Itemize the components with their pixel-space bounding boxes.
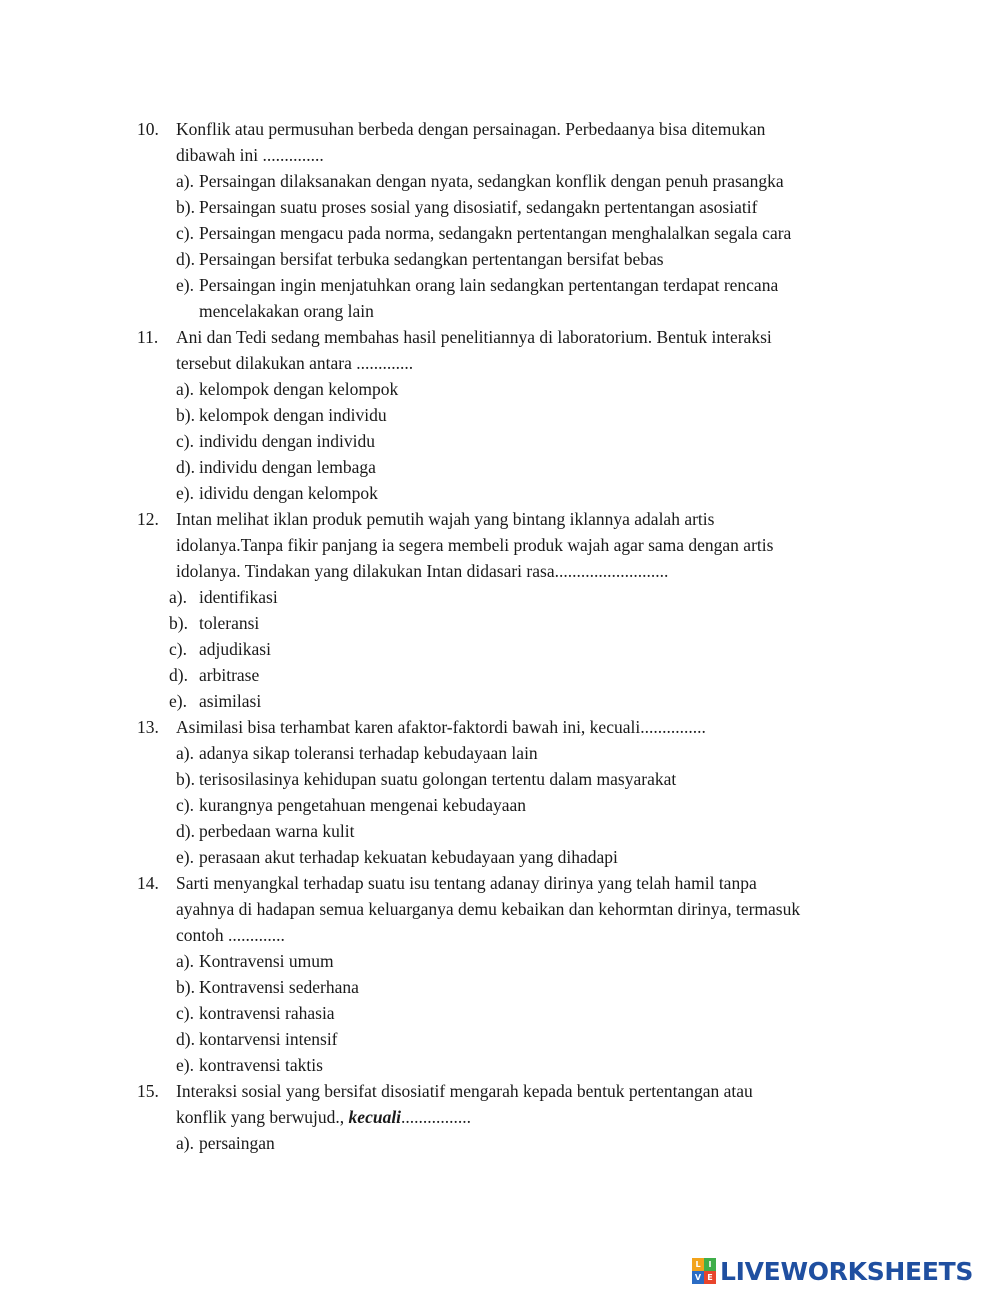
option-text[interactable]: individu dengan individu [199, 431, 375, 451]
option-label[interactable]: a). [176, 171, 194, 191]
option-label[interactable]: b). [176, 405, 195, 425]
option-text[interactable]: perasaan akut terhadap kekuatan kebudayaan yang dihadapi [199, 847, 618, 867]
option-text[interactable]: kontarvensi intensif [199, 1029, 338, 1049]
question-14-text: contoh ............. [176, 925, 285, 945]
option-label[interactable]: b). [176, 977, 195, 997]
question-15-text-prefix: konflik yang berwujud., [176, 1107, 349, 1127]
option-label[interactable]: b). [176, 769, 195, 789]
option-text[interactable]: kelompok dengan individu [199, 405, 387, 425]
option-text[interactable]: idividu dengan kelompok [199, 483, 378, 503]
option-label[interactable]: c). [176, 431, 194, 451]
option-text[interactable]: kontravensi taktis [199, 1055, 323, 1075]
question-14-number: 14. [137, 873, 159, 893]
option-label[interactable]: d). [176, 457, 195, 477]
question-11-text: Ani dan Tedi sedang membahas hasil penelitiannya di laboratorium. Bentuk interaksi [176, 327, 772, 347]
question-12-number: 12. [137, 509, 159, 529]
option-label[interactable]: b). [169, 613, 188, 633]
option-text[interactable]: toleransi [199, 613, 260, 633]
option-label[interactable]: a). [176, 743, 194, 763]
question-14-text: ayahnya di hadapan semua keluarganya demu kebaikan dan kehormtan dirinya, termasuk [176, 899, 801, 919]
option-label[interactable]: e). [176, 483, 194, 503]
option-label[interactable]: b). [176, 197, 195, 217]
logo-tile-e: E [704, 1271, 716, 1284]
option-text[interactable]: persaingan [199, 1133, 275, 1153]
question-10-text: dibawah ini .............. [176, 145, 324, 165]
question-11-text: tersebut dilakukan antara ............. [176, 353, 414, 373]
option-text[interactable]: Kontravensi umum [199, 951, 334, 971]
option-text[interactable]: Persaingan ingin menjatuhkan orang lain sedangkan pertentangan terdapat rencana [199, 275, 779, 295]
question-15-text: Interaksi sosial yang bersifat disosiatif mengarah kepada bentuk pertentangan atau [176, 1081, 753, 1101]
option-text[interactable]: arbitrase [199, 665, 260, 685]
question-10-number: 10. [137, 119, 159, 139]
option-label[interactable]: a). [169, 587, 187, 607]
question-15-text [176, 1106, 471, 1128]
option-text[interactable]: Persaingan suatu proses sosial yang disosiatif, sedangakn pertentangan asosiatif [199, 197, 758, 217]
question-10-text: Konflik atau permusuhan berbeda dengan persainagan. Perbedaanya bisa ditemukan [176, 119, 766, 139]
option-label[interactable]: c). [169, 639, 187, 659]
option-label[interactable]: d). [176, 1029, 195, 1049]
question-15-number: 15. [137, 1081, 159, 1101]
option-text[interactable]: terisosilasinya kehidupan suatu golongan tertentu dalam masyarakat [199, 769, 677, 789]
brand-name: LIVEWORKSHEETS [720, 1256, 974, 1286]
option-label[interactable]: d). [169, 665, 188, 685]
option-label[interactable]: a). [176, 1133, 194, 1153]
option-label[interactable]: a). [176, 951, 194, 971]
option-text[interactable]: Kontravensi sederhana [199, 977, 359, 997]
option-text[interactable]: Persaingan dilaksanakan dengan nyata, sedangkan konflik dengan penuh prasangka [199, 171, 784, 191]
question-12-text: idolanya.Tanpa fikir panjang ia segera membeli produk wajah agar sama dengan artis [176, 535, 774, 555]
option-text[interactable]: individu dengan lembaga [199, 457, 376, 477]
logo-tile-l: L [692, 1258, 704, 1271]
option-label[interactable]: e). [176, 847, 194, 867]
question-13-text: Asimilasi bisa terhambat karen afaktor-faktordi bawah ini, kecuali............... [176, 717, 706, 737]
option-text[interactable]: kurangnya pengetahuan mengenai kebudayaan [199, 795, 527, 815]
logo-tile-i: I [704, 1258, 716, 1271]
option-text[interactable]: kontravensi rahasia [199, 1003, 335, 1023]
question-14-text: Sarti menyangkal terhadap suatu isu tentang adanay dirinya yang telah hamil tanpa [176, 873, 757, 893]
option-text[interactable]: adjudikasi [199, 639, 271, 659]
emphasis-kecuali: kecuali [348, 1107, 402, 1127]
liveworksheets-logo[interactable] [692, 1257, 973, 1285]
option-text[interactable]: Persaingan mengacu pada norma, sedangakn pertentangan menghalalkan segala cara [199, 223, 792, 243]
question-13-number: 13. [137, 717, 159, 737]
option-label[interactable]: c). [176, 795, 194, 815]
question-11-number: 11. [137, 327, 159, 347]
option-label[interactable]: c). [176, 1003, 194, 1023]
question-15-text-suffix: ................ [401, 1107, 472, 1127]
option-label[interactable]: e). [176, 1055, 194, 1075]
option-label[interactable]: d). [176, 249, 195, 269]
logo-tile-v: V [692, 1271, 704, 1284]
question-12-text: Intan melihat iklan produk pemutih wajah yang bintang iklannya adalah artis [176, 509, 715, 529]
option-text[interactable]: identifikasi [199, 587, 278, 607]
option-label[interactable]: d). [176, 821, 195, 841]
option-label[interactable]: e). [176, 275, 194, 295]
option-label[interactable]: c). [176, 223, 194, 243]
option-label[interactable]: e). [169, 691, 187, 711]
option-text[interactable]: adanya sikap toleransi terhadap kebudayaan lain [199, 743, 538, 763]
option-text[interactable]: Persaingan bersifat terbuka sedangkan pertentangan bersifat bebas [199, 249, 664, 269]
liveworksheets-icon [692, 1258, 716, 1284]
option-text[interactable]: perbedaan warna kulit [199, 821, 355, 841]
option-text[interactable]: mencelakakan orang lain [199, 301, 374, 321]
option-label[interactable]: a). [176, 379, 194, 399]
question-12-text: idolanya. Tindakan yang dilakukan Intan didasari rasa.......................... [176, 561, 669, 581]
option-text[interactable]: asimilasi [199, 691, 262, 711]
option-text[interactable]: kelompok dengan kelompok [199, 379, 399, 399]
